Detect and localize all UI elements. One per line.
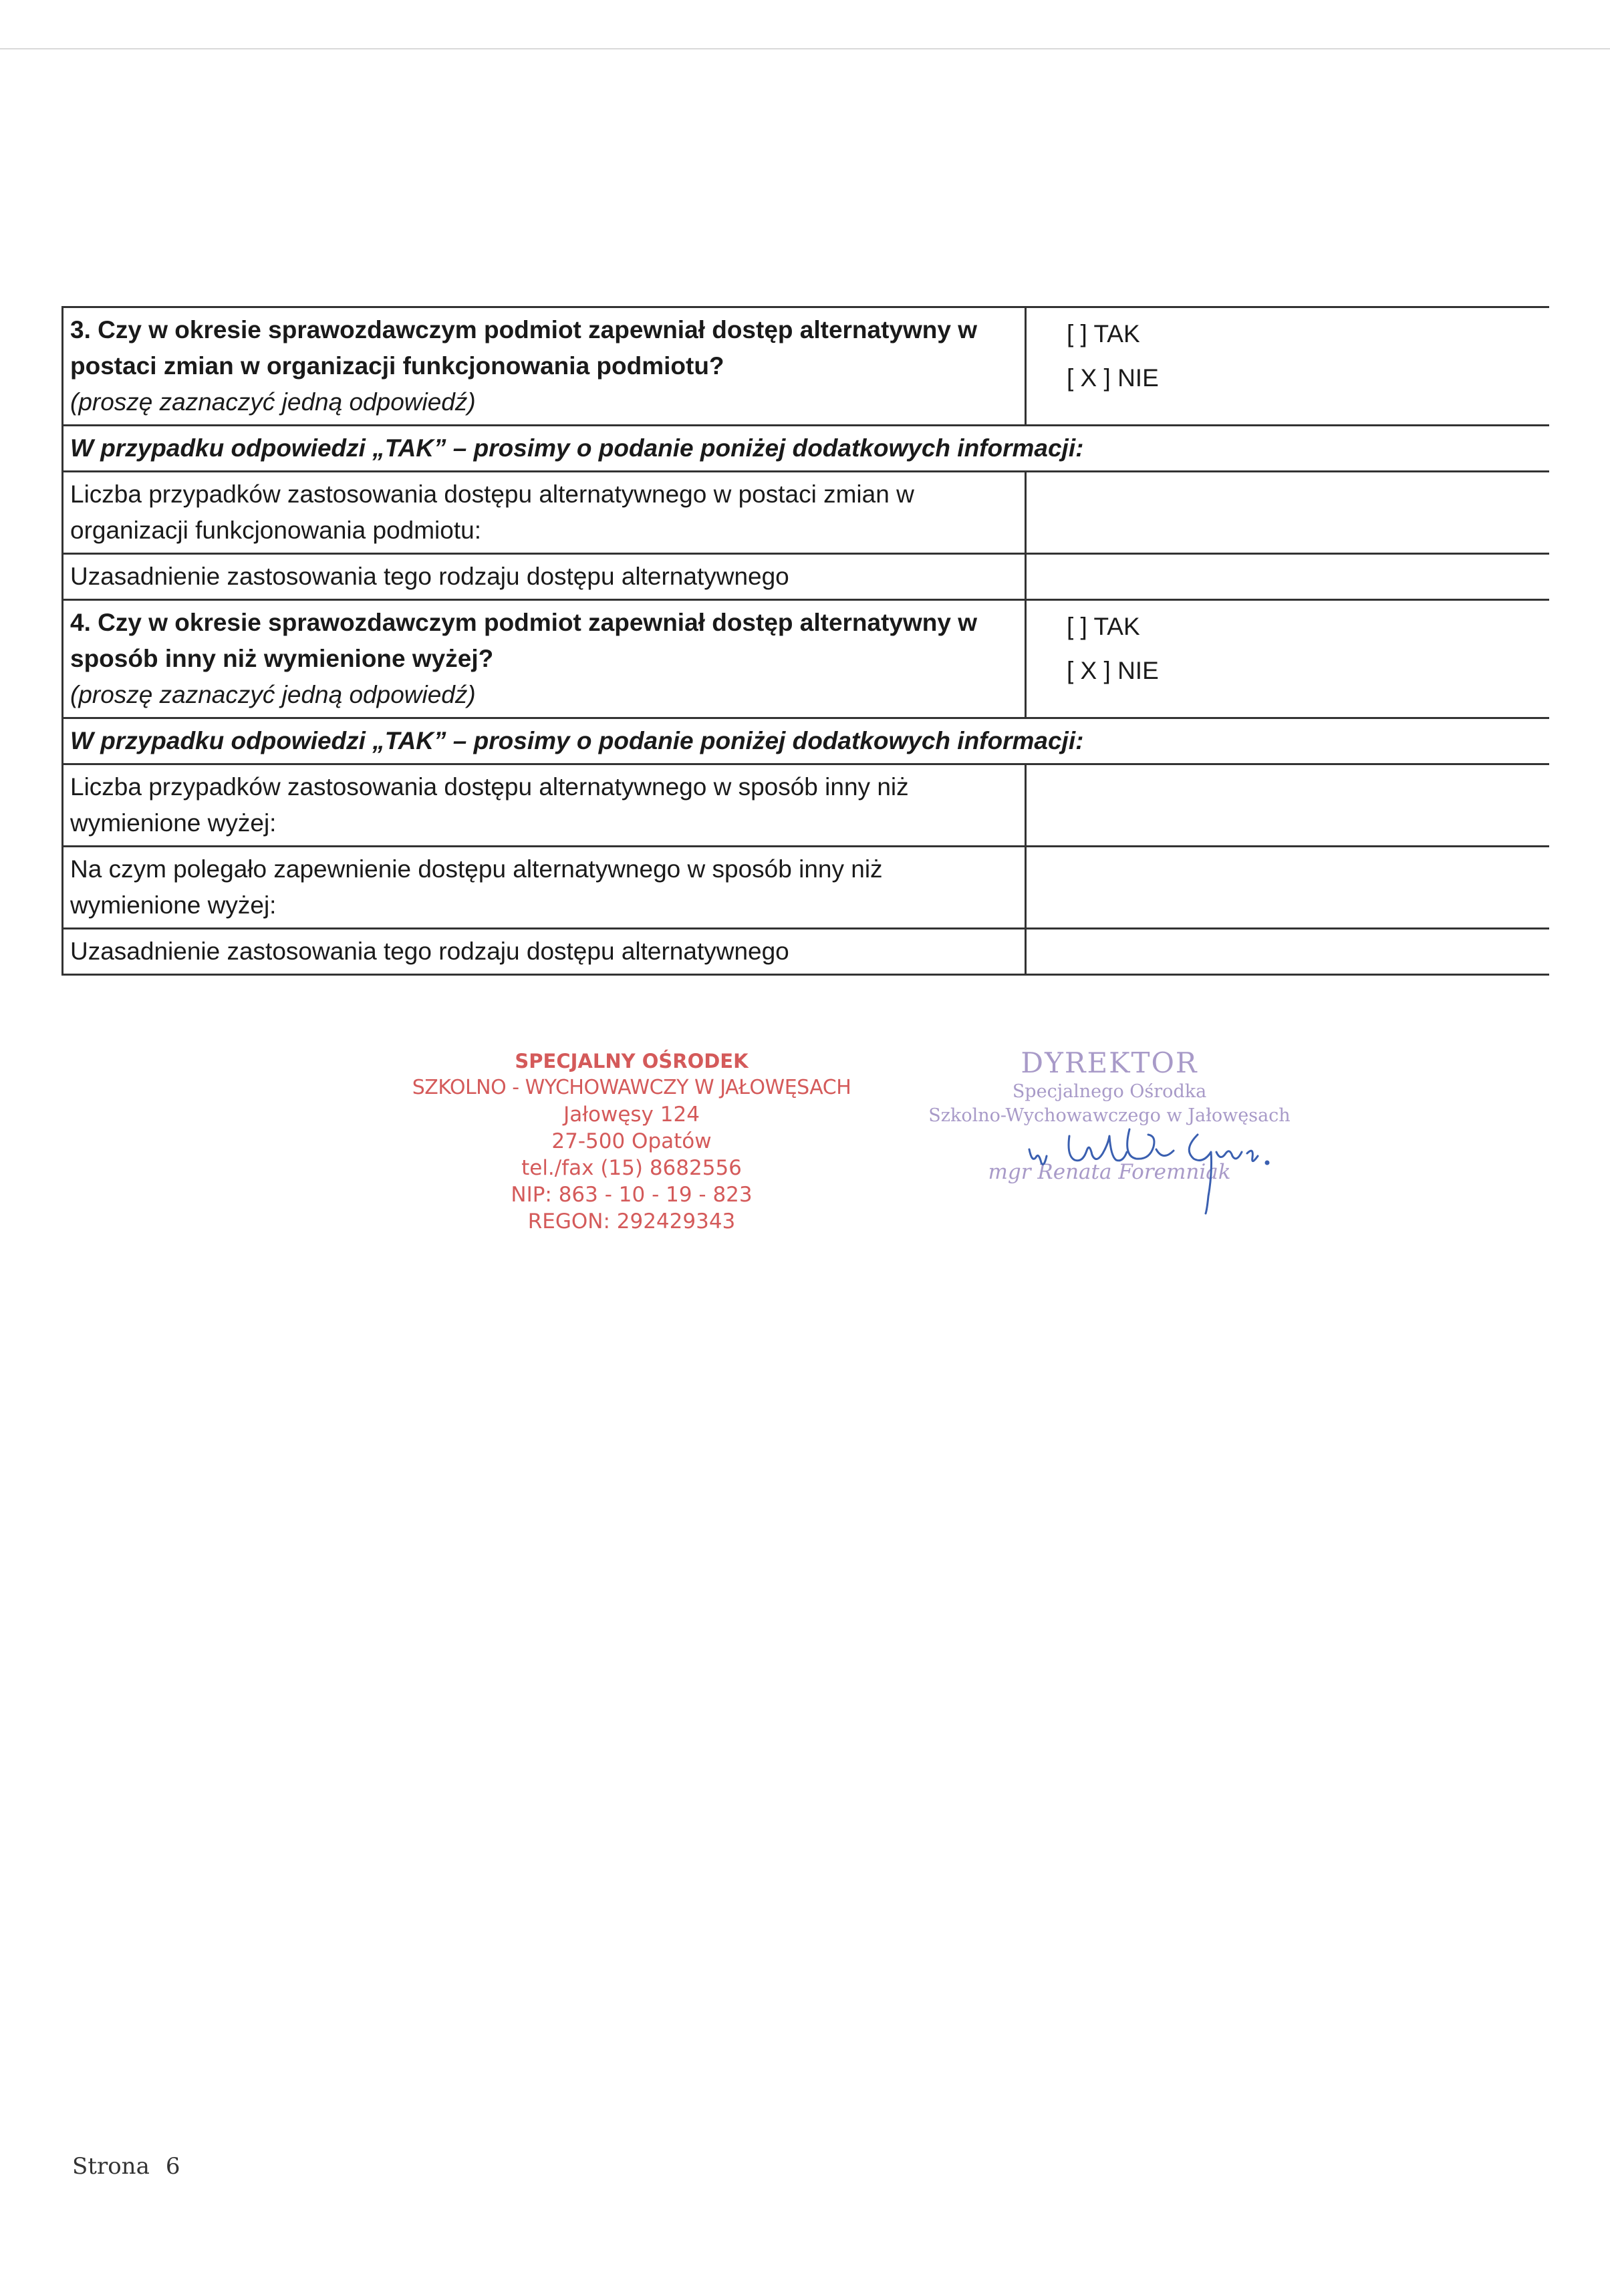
checkbox-yes: [ ] TAK (1067, 320, 1140, 347)
question-row (63, 600, 1550, 718)
page-number: 6 (165, 2153, 180, 2180)
detail-value-cell (1026, 929, 1550, 975)
question-title: 3. Czy w okresie sprawozdawczym podmiot zapewniał dostęp alternatywny w postaci zmian w organizacji funkcjonowania podmiotu? (70, 316, 978, 380)
director-name: mgr Renata Foremniak (988, 1160, 1231, 1184)
director-line: Szkolno-Wychowawczego w Jałowęsach (928, 1105, 1291, 1126)
stamp-line: SPECJALNY OŚRODEK (515, 1050, 749, 1072)
detail-label: Na czym polegało zapewnienie dostępu alternatywnego w sposób inny niż wymienione wyżej: (63, 847, 1026, 929)
detail-value-cell (1026, 554, 1550, 600)
detail-label: Liczba przypadków zastosowania dostępu alternatywnego w postaci zmian w organizacji funkcjonowania podmiotu: (63, 472, 1026, 554)
detail-row (63, 847, 1550, 929)
detail-value-cell (1026, 847, 1550, 929)
followup-header-row (63, 426, 1550, 472)
institution-stamp (374, 1048, 889, 1235)
checkbox-yes: [ ] TAK (1067, 613, 1140, 640)
question-row (63, 307, 1550, 426)
detail-value-cell (1026, 472, 1550, 554)
answer-cell (1026, 307, 1550, 426)
detail-value-cell (1026, 764, 1550, 847)
detail-row (63, 472, 1550, 554)
stamp-line: NIP: 863 - 10 - 19 - 823 (511, 1183, 753, 1207)
page-footer (72, 2153, 180, 2180)
stamp-line: REGON: 292429343 (527, 1209, 736, 1234)
stamp-line: tel./fax (15) 8682556 (521, 1156, 742, 1180)
followup-header: W przypadku odpowiedzi „TAK” – prosimy o podanie poniżej dodatkowych informacji: (63, 426, 1550, 472)
stamp-line: SZKOLNO - WYCHOWAWCZY W JAŁOWĘSACH (412, 1076, 851, 1099)
detail-label: Liczba przypadków zastosowania dostępu alternatywnego w sposób inny niż wymienione wyżej: (63, 764, 1026, 847)
followup-header-row (63, 718, 1550, 764)
checkbox-no: [ X ] NIE (1067, 364, 1159, 392)
detail-row (63, 764, 1550, 847)
question-title: 4. Czy w okresie sprawozdawczym podmiot zapewniał dostęp alternatywny w sposób inny niż wymienione wyżej? (70, 609, 978, 672)
footer-label: Strona (72, 2153, 150, 2180)
director-title: DYREKTOR (1021, 1046, 1198, 1079)
director-line: Specjalnego Ośrodka (1012, 1081, 1207, 1102)
top-rule (0, 48, 1610, 49)
question-cell (63, 600, 1026, 718)
form-table (61, 306, 1549, 976)
detail-row (63, 929, 1550, 975)
signature-icon (1023, 1109, 1317, 1216)
detail-label: Uzasadnienie zastosowania tego rodzaju dostępu alternatywnego (63, 929, 1026, 975)
question-hint: (proszę zaznaczyć jedną odpowiedź) (70, 388, 476, 416)
answer-cell (1026, 600, 1550, 718)
followup-header: W przypadku odpowiedzi „TAK” – prosimy o podanie poniżej dodatkowych informacji: (63, 718, 1550, 764)
detail-label: Uzasadnienie zastosowania tego rodzaju dostępu alternatywnego (63, 554, 1026, 600)
checkbox-no: [ X ] NIE (1067, 657, 1159, 684)
detail-row (63, 554, 1550, 600)
question-hint: (proszę zaznaczyć jedną odpowiedź) (70, 681, 476, 708)
stamp-line: 27-500 Opatów (551, 1129, 712, 1153)
question-cell (63, 307, 1026, 426)
stamp-line: Jałowęsy 124 (563, 1103, 700, 1127)
